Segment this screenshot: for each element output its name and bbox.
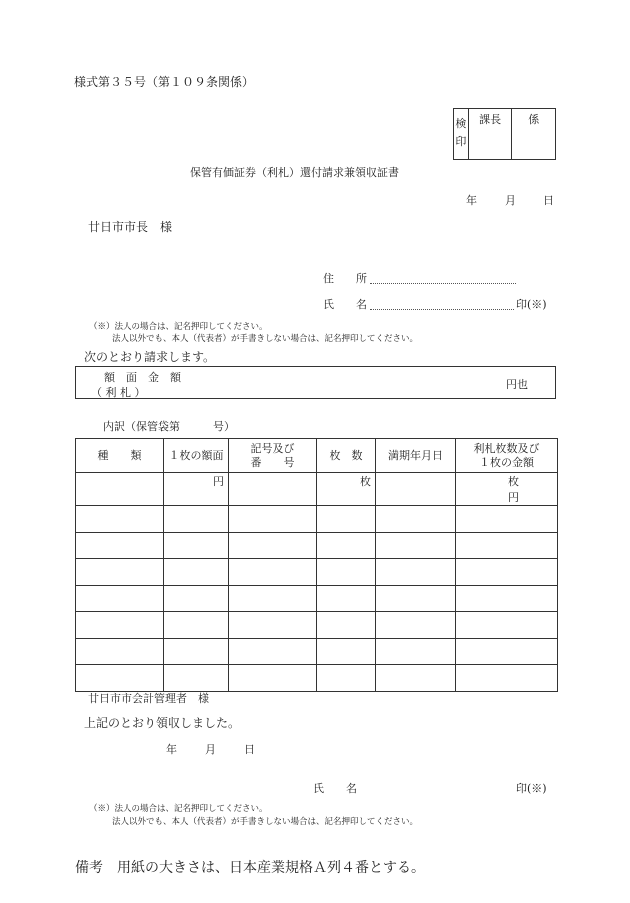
header-maturity: 満期年月日 <box>376 439 456 473</box>
cell[interactable] <box>376 638 456 665</box>
cell[interactable] <box>456 638 558 665</box>
cell[interactable] <box>229 473 317 506</box>
cell[interactable] <box>317 612 376 639</box>
name-label: 氏 名 <box>323 298 367 311</box>
cell[interactable] <box>229 638 317 665</box>
inspection-seal-cell <box>454 109 469 160</box>
cell[interactable] <box>229 612 317 639</box>
cell[interactable] <box>317 559 376 586</box>
cell[interactable] <box>229 665 317 692</box>
date-year[interactable]: 年 <box>466 194 477 207</box>
header-face-value: １枚の額面 <box>164 439 229 473</box>
yen-unit: 円 <box>213 475 224 488</box>
cell[interactable] <box>456 612 558 639</box>
document-title: 保管有価証券（利札）還付請求兼領収証書 <box>190 166 399 179</box>
address-field[interactable] <box>370 272 516 284</box>
received-text: 上記のとおり領収しました。 <box>84 716 241 730</box>
yen-unit: 円也 <box>506 378 528 391</box>
note-line-2: 法人以外でも、本人（代表者）が手書きしない場合は、記名押印してください。 <box>112 334 419 344</box>
cell-sheets[interactable] <box>317 473 376 506</box>
name-field[interactable] <box>370 298 514 310</box>
cell[interactable] <box>376 665 456 692</box>
cell[interactable] <box>229 559 317 586</box>
cell[interactable] <box>376 585 456 612</box>
sheets-unit: 枚 <box>360 475 371 488</box>
name-label-2: 氏 名 <box>313 782 357 795</box>
cell[interactable] <box>456 585 558 612</box>
table-row <box>76 612 558 639</box>
header-coupon: 利札枚数及び <box>473 441 540 455</box>
table-row <box>76 665 558 692</box>
cell[interactable] <box>164 532 229 559</box>
address-label: 住 所 <box>323 272 367 285</box>
cell[interactable] <box>164 585 229 612</box>
header-coupon-count <box>456 439 558 473</box>
cell[interactable] <box>76 638 164 665</box>
yen-unit: 円 <box>508 491 519 504</box>
cell[interactable] <box>317 665 376 692</box>
seal-mark: 印(※) <box>516 298 547 311</box>
staff-cell[interactable] <box>512 109 556 160</box>
cell[interactable] <box>76 585 164 612</box>
cell[interactable] <box>376 506 456 533</box>
date-month[interactable]: 月 <box>505 194 516 207</box>
header-number: 番 号 <box>250 455 295 469</box>
table-row <box>76 473 558 506</box>
addressee: 廿日市市長 様 <box>88 220 173 234</box>
amount-box[interactable] <box>75 366 556 399</box>
breakdown-label: 内訳（保管袋第 号） <box>103 420 235 433</box>
cell[interactable] <box>456 506 558 533</box>
detail-table <box>75 438 558 692</box>
cell[interactable] <box>317 638 376 665</box>
seal-mark-2: 印(※) <box>516 782 547 795</box>
header-symbol: 記号及び <box>250 441 295 455</box>
coupon-label: （ 利 札 ） <box>91 386 146 399</box>
table-row <box>76 585 558 612</box>
cell[interactable] <box>317 532 376 559</box>
accountant-addressee: 廿日市市会計管理者 様 <box>88 692 209 705</box>
header-unit-amount: １枚の金額 <box>479 455 534 469</box>
date2-year[interactable]: 年 <box>166 743 177 756</box>
cell[interactable] <box>76 506 164 533</box>
seal-label: 印 <box>455 135 467 148</box>
cell[interactable] <box>164 638 229 665</box>
date2-day[interactable]: 日 <box>244 743 255 756</box>
cell[interactable] <box>76 612 164 639</box>
header-type: 種 類 <box>76 439 164 473</box>
remarks: 備考 用紙の大きさは、日本産業規格Ａ列４番とする。 <box>75 860 425 876</box>
cell[interactable] <box>76 532 164 559</box>
cell[interactable] <box>317 585 376 612</box>
face-value-label: 額 面 金 額 <box>104 371 181 384</box>
cell-coupon[interactable] <box>456 473 558 506</box>
note2-line-1: （※）法人の場合は、記名押印してください。 <box>89 804 268 814</box>
cell[interactable] <box>229 532 317 559</box>
date-day[interactable]: 日 <box>543 194 554 207</box>
cell[interactable] <box>376 532 456 559</box>
header-symbol-number <box>229 439 317 473</box>
date2-month[interactable]: 月 <box>205 743 216 756</box>
table-header-row <box>76 439 558 473</box>
section-chief-cell[interactable] <box>468 109 512 160</box>
inspection-stamp-box <box>453 108 556 160</box>
cell[interactable] <box>164 506 229 533</box>
table-row <box>76 532 558 559</box>
request-text: 次のとおり請求します。 <box>84 350 216 364</box>
cell[interactable] <box>456 532 558 559</box>
cell[interactable] <box>229 585 317 612</box>
cell-yen[interactable] <box>164 473 229 506</box>
cell[interactable] <box>376 559 456 586</box>
table-row <box>76 559 558 586</box>
staff-label: 係 <box>528 113 540 126</box>
note2-line-2: 法人以外でも、本人（代表者）が手書きしない場合は、記名押印してください。 <box>112 817 419 827</box>
cell[interactable] <box>76 473 164 506</box>
cell[interactable] <box>376 473 456 506</box>
form-number: 様式第３５号（第１０９条関係） <box>74 75 255 89</box>
cell[interactable] <box>456 665 558 692</box>
cell[interactable] <box>229 506 317 533</box>
inspection-label: 検 <box>455 117 467 130</box>
cell[interactable] <box>317 506 376 533</box>
note-line-1: （※）法人の場合は、記名押印してください。 <box>89 322 268 332</box>
cell[interactable] <box>376 612 456 639</box>
cell[interactable] <box>76 665 164 692</box>
header-count: 枚 数 <box>317 439 376 473</box>
cell[interactable] <box>164 612 229 639</box>
cell[interactable] <box>76 559 164 586</box>
sheets-unit: 枚 <box>508 475 519 488</box>
cell[interactable] <box>164 559 229 586</box>
table-row <box>76 638 558 665</box>
section-chief-label: 課長 <box>479 113 502 126</box>
cell[interactable] <box>456 559 558 586</box>
cell[interactable] <box>164 665 229 692</box>
table-row <box>76 506 558 533</box>
